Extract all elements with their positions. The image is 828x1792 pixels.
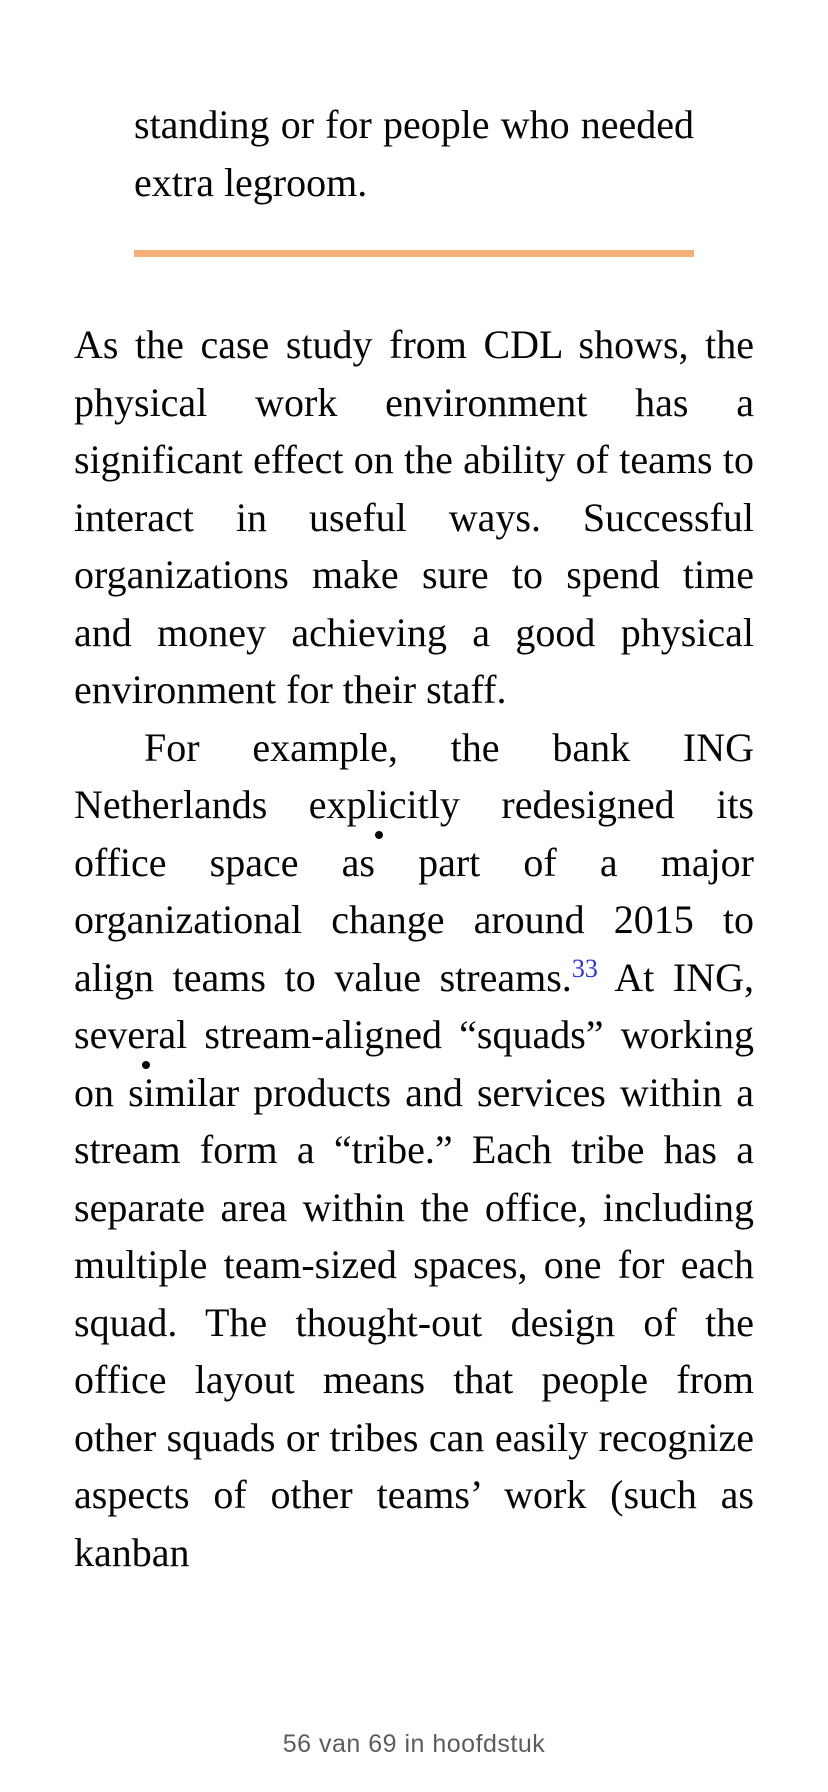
- paragraph-2-segment: At ING,: [597, 954, 755, 1000]
- paragraph-2-segment: redesigned its office space as part of a major organizational change around 2015 to align teams to value streams.: [74, 782, 754, 1000]
- paragraph-1: As the case study from CDL shows, the physical work environment has a significant effect on the ability of teams to interact in useful ways. Successful organizations make sure to spend time and money achieving a good physical environment for their staff.: [74, 322, 754, 712]
- quote-divider-rule: [134, 250, 694, 257]
- word-explicitly-with-underdot: explicitly: [308, 782, 460, 827]
- word-several-with-underdot: several: [74, 1012, 188, 1057]
- footnote-link-33[interactable]: 33: [571, 953, 598, 983]
- blockquote: [134, 96, 694, 257]
- quote-text: standing or for people who needed extra legroom.: [134, 102, 694, 205]
- paragraph-2: [74, 719, 754, 1582]
- paragraph-2-segment: stream-aligned “squads” working on similar products and services within a stream form a “tribe.” Each tribe has a separate area within the office, including multiple team-sized spaces, one for each squad. The thought-out design of the office layout means that people from other squads or tribes can easily recognize aspects of other teams’ work (such as kanban: [74, 1012, 754, 1575]
- paragraph-2-segment: For example, the bank ING Netherlands: [74, 724, 754, 827]
- reading-progress-label: 56 van 69 in hoofdstuk: [282, 1730, 546, 1758]
